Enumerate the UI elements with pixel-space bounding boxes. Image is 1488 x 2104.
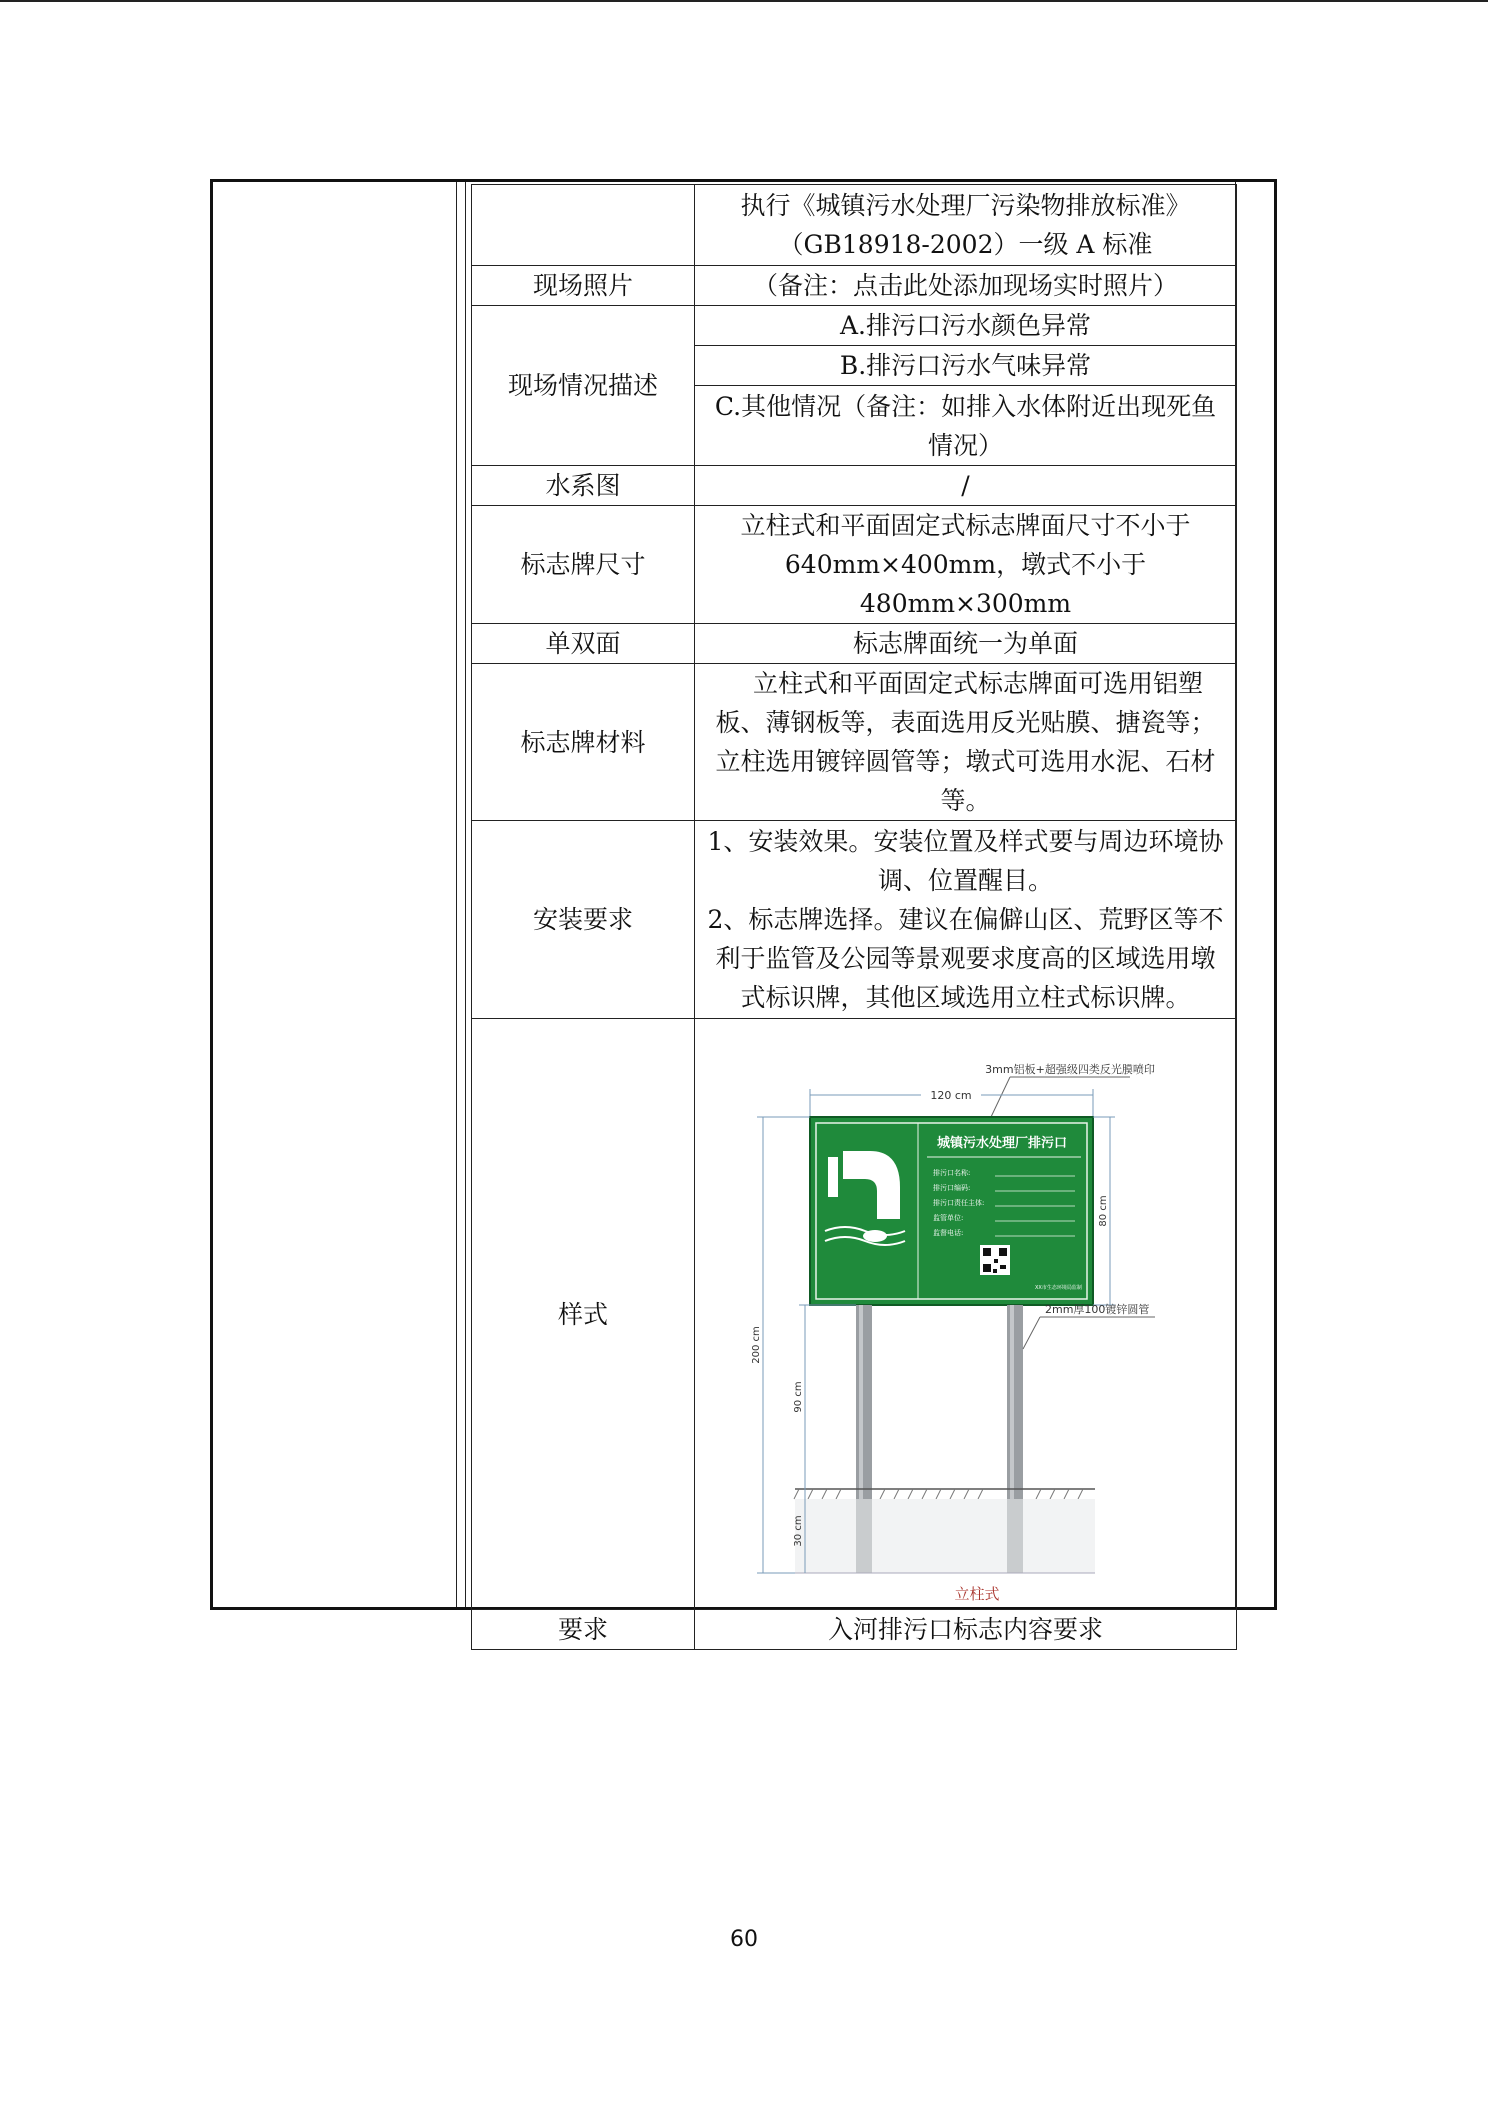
sign-field: 排污口名称: (933, 1169, 971, 1177)
page-top-border (0, 0, 1488, 2)
install-item: 2、标志牌选择。建议在偏僻山区、荒野区等不利于监管及公园等景观要求度高的区域选用墩式标识牌，其他区域选用立柱式标识牌。 (707, 905, 1224, 1012)
table-row (472, 624, 1237, 664)
photo-label: 现场照片 (472, 266, 695, 306)
water-map-label: 水系图 (472, 466, 695, 506)
table-row (472, 466, 1237, 506)
install-label: 安装要求 (472, 821, 695, 1019)
standard-value: 执行《城镇污水处理厂污染物排放标准》（GB18918-2002）一级 A 标准 (695, 185, 1237, 266)
situation-option-b: B.排污口污水气味异常 (695, 346, 1237, 386)
sides-label: 单双面 (472, 624, 695, 664)
sign-field: 监督电话: (933, 1229, 964, 1237)
ground-hatching (794, 1489, 1083, 1499)
sign-field: 排污口责任主体: (933, 1199, 985, 1207)
page-number: 60 (730, 1927, 758, 1952)
table-row (472, 266, 1237, 306)
column-divider (456, 182, 457, 1607)
style-label: 样式 (472, 1019, 695, 1610)
style-figure-cell (695, 1019, 1237, 1610)
pole-leader (1023, 1317, 1040, 1349)
sign-title: 城镇污水处理厂排污口 (936, 1136, 1068, 1151)
pole-height-label: 90 cm (793, 1381, 804, 1413)
right-pole-buried (1007, 1499, 1023, 1573)
annotation-leader (991, 1077, 1010, 1117)
material-label: 标志牌材料 (472, 664, 695, 821)
situation-label: 现场情况描述 (472, 306, 695, 466)
width-label: 120 cm (930, 1089, 972, 1102)
left-pole-buried (856, 1499, 872, 1573)
sign-field: 监管单位: (933, 1214, 964, 1222)
table-row (472, 506, 1237, 624)
install-value (695, 821, 1237, 1019)
sign-size-value: 立柱式和平面固定式标志牌面尺寸不小于 640mm×400mm，墩式不小于 480mm×300mm (695, 506, 1237, 624)
figure-caption: 立柱式 (954, 1585, 1000, 1603)
panel-height-label: 80 cm (1098, 1195, 1109, 1227)
table-row (472, 1610, 1237, 1650)
sign-footer: XX市生态环境局监制 (1035, 1285, 1082, 1291)
material-value: 立柱式和平面固定式标志牌面可选用铝塑板、薄钢板等，表面选用反光贴膜、搪瓷等；立柱选用镀锌圆管等；墩式可选用水泥、石材等。 (695, 664, 1237, 821)
annotation-material: 3mm铝板+超强级四类反光膜喷印 (985, 1063, 1155, 1076)
table-row (472, 306, 1237, 346)
buried-depth-label: 30 cm (793, 1515, 804, 1547)
situation-option-c: C.其他情况（备注：如排入水体附近出现死鱼情况） (695, 386, 1237, 466)
column-divider (465, 182, 466, 1607)
qr-code-icon (980, 1245, 1010, 1275)
table-row (472, 1019, 1237, 1610)
table-row (472, 185, 1237, 266)
sides-value: 标志牌面统一为单面 (695, 624, 1237, 664)
requirement-value: 入河排污口标志内容要求 (695, 1610, 1237, 1650)
photo-value[interactable]: （备注：点击此处添加现场实时照片） (695, 266, 1237, 306)
total-height-label: 200 cm (751, 1326, 762, 1364)
situation-option-a: A.排污口污水颜色异常 (695, 306, 1237, 346)
sign-size-label: 标志牌尺寸 (472, 506, 695, 624)
info-table (471, 184, 1237, 1650)
table-row (472, 664, 1237, 821)
underground-area (795, 1499, 1095, 1573)
install-item: 1、安装效果。安装位置及样式要与周边环境协调、位置醒目。 (707, 827, 1224, 895)
outer-table (210, 179, 1277, 1644)
sign-field: 排污口编码: (933, 1184, 971, 1192)
standard-label (472, 185, 695, 266)
pole-label: 2mm厚100镀锌圆管 (1045, 1303, 1150, 1316)
water-map-value: / (695, 466, 1237, 506)
sign-diagram (695, 1019, 1236, 1609)
requirement-label: 要求 (472, 1610, 695, 1650)
table-row (472, 821, 1237, 1019)
